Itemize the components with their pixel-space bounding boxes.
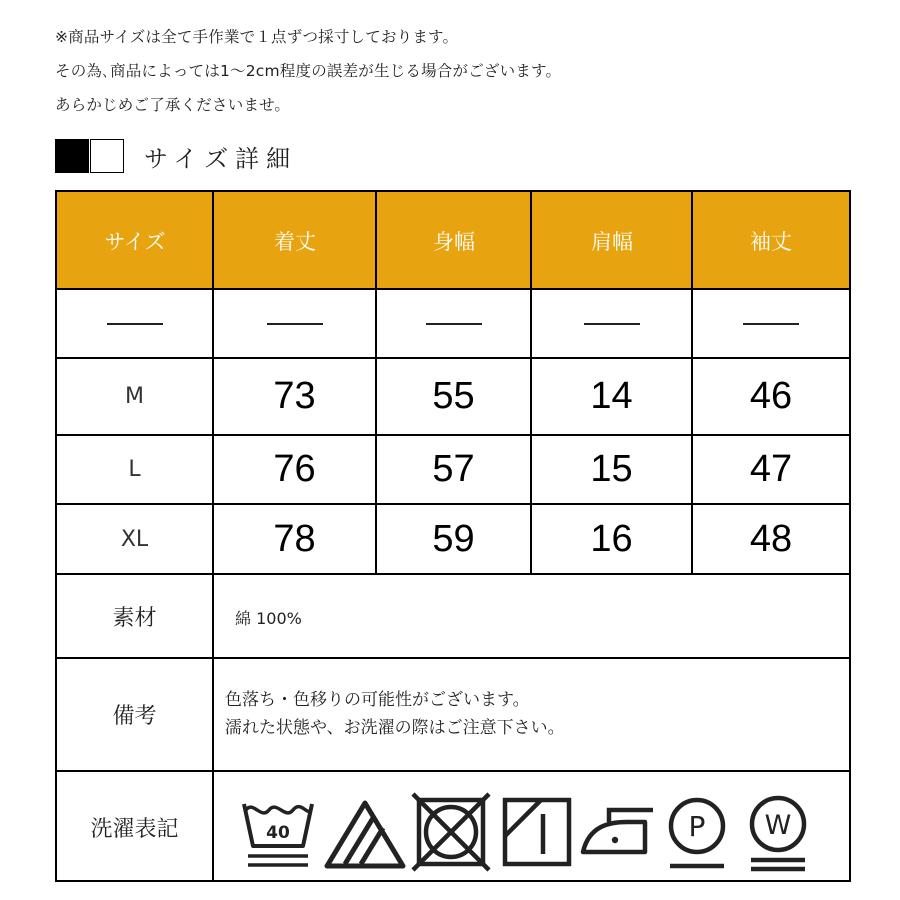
table-cell: 48: [749, 517, 793, 560]
material-label: 素材: [112, 605, 157, 631]
table-cell: 76: [273, 448, 316, 490]
table-cell: 46: [749, 375, 793, 417]
header-width: 身幅: [433, 229, 475, 254]
no-tumble-dry-icon: [411, 792, 491, 872]
table-cell: 78: [273, 517, 316, 560]
size-label-l: L: [128, 457, 141, 482]
header-sleeve: 袖丈: [750, 229, 792, 254]
dash-placeholder: [743, 323, 799, 325]
header-shoulder: 肩幅: [591, 229, 633, 254]
section-title: サイズ詳細: [144, 144, 298, 173]
wet-clean-letter: W: [764, 810, 792, 841]
remarks-text: [225, 686, 565, 742]
dash-placeholder: [584, 323, 640, 325]
header-size: サイズ: [104, 229, 166, 254]
table-header: [57, 192, 849, 289]
black-square-icon: [55, 139, 89, 173]
care-icons: [215, 784, 849, 882]
notice-line-3: あらかじめご了承くださいませ。: [55, 96, 291, 114]
table-cell: 57: [432, 448, 475, 490]
wash-temp-label: 40: [266, 823, 290, 843]
remarks-line-1: 色落ち・色移りの可能性がございます。: [225, 690, 530, 710]
table-cell: 16: [590, 517, 633, 560]
iron-low-icon: [579, 802, 659, 862]
washtub-40-gentle-icon: [239, 794, 317, 872]
material-value: 綿 100%: [235, 609, 302, 628]
table-cell: 55: [432, 375, 475, 417]
size-label-xl: XL: [120, 526, 149, 552]
table-cell: 59: [432, 517, 475, 560]
table-cell: 73: [273, 375, 316, 417]
care-label: 洗濯表記: [90, 816, 179, 842]
wet-clean-w-icon: [745, 794, 811, 876]
line-dry-shade-icon: [501, 796, 573, 868]
table-cell: 15: [590, 448, 633, 490]
header-length: 着丈: [274, 229, 316, 254]
white-square-icon: [90, 139, 124, 173]
notice-text: [55, 20, 561, 122]
dash-placeholder: [267, 323, 323, 325]
section-heading: [55, 136, 297, 176]
notice-line-2: その為､商品によっては1～2cm程度の誤差が生じる場合がございます。: [55, 62, 562, 80]
notice-line-1: ※商品サイズは全て手作業で１点ずつ採寸しております。: [55, 28, 459, 46]
remarks-line-2: 濡れた状態や、お洗濯の際はご注意下さい。: [225, 718, 565, 738]
table-cell: 47: [749, 448, 793, 490]
dry-clean-p-icon: [664, 796, 730, 874]
remarks-label: 備考: [112, 704, 157, 729]
bleach-oxygen-only-icon: [323, 798, 407, 870]
size-label-m: M: [125, 384, 144, 409]
table-cell: 14: [590, 375, 633, 417]
size-table: [55, 190, 851, 882]
dry-clean-letter: P: [688, 810, 706, 843]
dash-placeholder: [107, 323, 163, 325]
dash-placeholder: [426, 323, 482, 325]
